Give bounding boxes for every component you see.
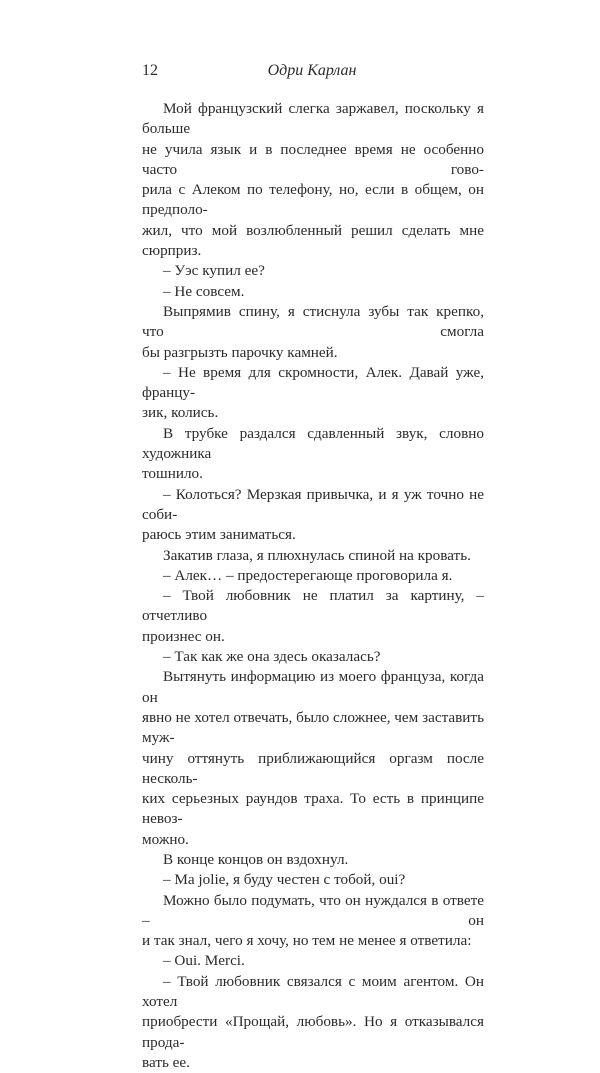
page-number: 12 bbox=[142, 62, 158, 79]
paragraph bbox=[142, 99, 484, 261]
paragraph bbox=[142, 870, 484, 890]
text-line: явно не хотел отвечать, было сложнее, чем заставить муж- bbox=[142, 708, 484, 747]
paragraph bbox=[142, 424, 484, 485]
text-line: не учила язык и в последнее время не особенно часто гово- bbox=[142, 140, 484, 178]
paragraph bbox=[142, 566, 484, 586]
text-line: – Oui. Merci. bbox=[163, 952, 245, 970]
text-line: раюсь этим заниматься. bbox=[142, 526, 296, 544]
text-line: чину оттянуть приближающийся оргазм после несколь- bbox=[142, 749, 484, 787]
paragraph bbox=[142, 261, 484, 281]
paragraph bbox=[142, 951, 484, 971]
text-line: бы разгрызть парочку камней. bbox=[142, 343, 338, 361]
paragraph bbox=[142, 667, 484, 850]
text-line: – Не время для скромности, Алек. Давай уже, францу- bbox=[142, 363, 484, 402]
text-line: – Твой любовник связался с моим агентом. Он хотел bbox=[142, 972, 484, 1011]
text-line: зик, колись. bbox=[142, 404, 219, 422]
text-line: Мой французский слегка заржавел, поскольку я больше bbox=[142, 100, 484, 138]
text-line: Можно было подумать, что он нуждался в ответе – он bbox=[142, 891, 484, 929]
paragraph bbox=[142, 282, 484, 302]
text-line: жил, что мой возлюбленный решил сделать мне сюрприз. bbox=[142, 221, 484, 260]
text-line: можно. bbox=[142, 830, 189, 848]
text-line: тошнило. bbox=[142, 465, 203, 483]
paragraph bbox=[142, 972, 484, 1073]
text-line: произнес он. bbox=[142, 627, 225, 645]
text-line: – Твой любовник не платил за картину, – отчетливо bbox=[142, 587, 484, 625]
paragraph bbox=[142, 546, 484, 566]
text-line: Вытянуть информацию из моего француза, когда он bbox=[142, 668, 484, 706]
text-line: – Не совсем. bbox=[163, 282, 245, 300]
text-line: рила с Алеком по телефону, но, если в общем, он предполо- bbox=[142, 181, 484, 219]
text-line: Закатив глаза, я плюхнулась спиной на кровать. bbox=[163, 546, 471, 564]
paragraph bbox=[142, 363, 484, 424]
text-line: ких серьезных раундов траха. То есть в принципе невоз- bbox=[142, 790, 484, 828]
text-line: – Так как же она здесь оказалась? bbox=[163, 648, 381, 666]
paragraph bbox=[142, 302, 484, 363]
text-line: и так знал, чего я хочу, но тем не менее я ответила: bbox=[142, 932, 472, 950]
text-line: Выпрямив спину, я стиснула зубы так крепко, что смогла bbox=[142, 302, 484, 341]
text-line: – Колоться? Мерзкая привычка, и я уж точно не соби- bbox=[142, 485, 484, 523]
body-text bbox=[142, 99, 484, 1073]
paragraph bbox=[142, 647, 484, 667]
text-line: – Алек… – предостерегающе проговорила я. bbox=[163, 566, 453, 584]
text-line: В трубке раздался сдавленный звук, словно художника bbox=[142, 424, 484, 463]
text-line: вать ее. bbox=[142, 1053, 190, 1071]
text-line: – Ma jolie, я буду честен с тобой, oui? bbox=[163, 871, 406, 889]
text-line: В конце концов он вздохнул. bbox=[163, 850, 349, 868]
text-line: – Уэс купил ее? bbox=[163, 262, 265, 280]
paragraph bbox=[142, 586, 484, 647]
paragraph bbox=[142, 850, 484, 870]
running-header bbox=[142, 62, 482, 82]
paragraph bbox=[142, 485, 484, 546]
text-line: приобрести «Прощай, любовь». Но я отказывался прода- bbox=[142, 1013, 484, 1051]
running-title: Одри Карлан bbox=[267, 62, 357, 79]
paragraph bbox=[142, 891, 484, 952]
